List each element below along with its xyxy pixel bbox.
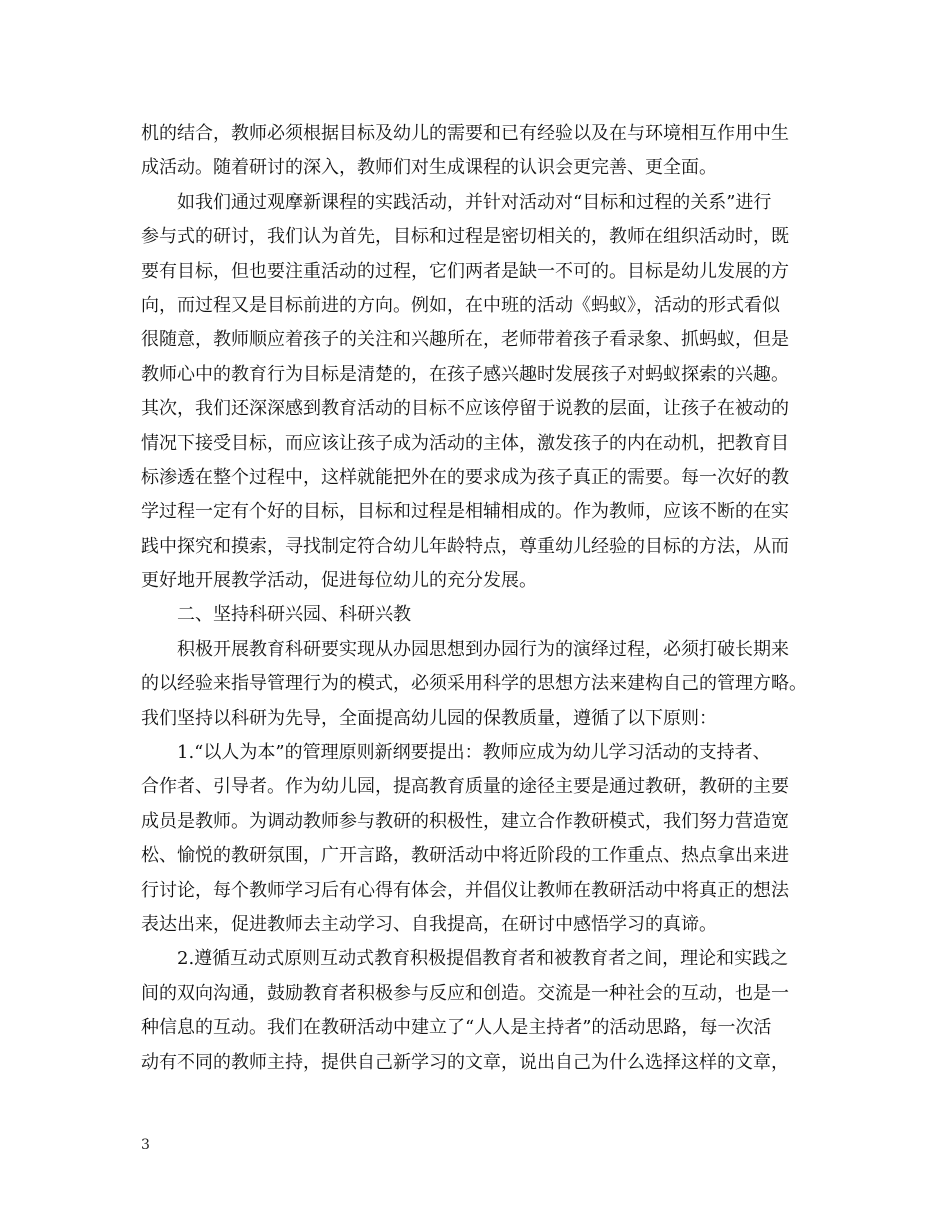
text-line: 标渗透在整个过程中，这样就能把外在的要求成为孩子真正的需要。每一次好的教 xyxy=(141,466,789,488)
paragraph-goal-process xyxy=(141,186,816,599)
text-line: 表达出来，促进教师去主动学习、自我提高，在研讨中感悟学习的真谛。 xyxy=(141,913,717,935)
text-line: 其次，我们还深深感到教育活动的目标不应该停留于说教的层面，让孩子在被动的 xyxy=(141,398,789,420)
paragraph-principle-1 xyxy=(141,736,816,942)
body-text xyxy=(141,117,816,1080)
page-number: 3 xyxy=(141,1137,150,1153)
text-line: 成活动。随着研讨的深入，教师们对生成课程的认识会更完善、更全面。 xyxy=(141,157,717,179)
text-line: 合作者、引导者。作为幼儿园，提高教育质量的途径主要是通过教研，教研的主要 xyxy=(141,776,789,798)
text-line: 行讨论，每个教师学习后有心得有体会，并倡仪让教师在教研活动中将真正的想法 xyxy=(141,879,789,901)
text-line: 情况下接受目标，而应该让孩子成为活动的主体，激发孩子的内在动机，把教育目 xyxy=(141,432,789,454)
text-line: 的以经验来指导管理行为的模式，必须采用科学的思想方法来建构自己的管理方略。 xyxy=(141,673,807,695)
text-line: 很随意，教师顺应着孩子的关注和兴趣所在，老师带着孩子看录象、抓蚂蚁，但是 xyxy=(141,329,789,351)
text-line: 如我们通过观摩新课程的实践活动，并针对活动对“目标和过程的关系”进行 xyxy=(177,191,772,213)
paragraph-continuation xyxy=(141,117,816,186)
text-line: 向，而过程又是目标前进的方向。例如，在中班的活动《蚂蚁》，活动的形式看似 xyxy=(141,294,780,316)
text-line: 参与式的研讨，我们认为首先，目标和过程是密切相关的，教师在组织活动时，既 xyxy=(141,226,789,248)
text-line: 我们坚持以科研为先导，全面提高幼儿园的保教质量，遵循了以下原则： xyxy=(141,707,717,729)
text-line: 松、愉悦的教研氛围，广开言路，教研活动中将近阶段的工作重点、热点拿出来进 xyxy=(141,845,789,867)
paragraph-principle-2 xyxy=(141,942,816,1080)
text-line: 要有目标，但也要注重活动的过程，它们两者是缺一不可的。目标是幼儿发展的方 xyxy=(141,260,789,282)
text-line: 动有不同的教师主持，提供自己新学习的文章，说出自己为什么选择这样的文章， xyxy=(141,1051,789,1073)
text-line: 践中探究和摸索，寻找制定符合幼儿年龄特点，尊重幼儿经验的目标的方法，从而 xyxy=(141,535,789,557)
text-line: 教师心中的教育行为目标是清楚的，在孩子感兴趣时发展孩子对蚂蚁探索的兴趣。 xyxy=(141,363,789,385)
text-line: 2.遵循互动式原则互动式教育积极提倡教育者和被教育者之间，理论和实践之 xyxy=(177,948,789,970)
text-line: 更好地开展教学活动，促进每位幼儿的充分发展。 xyxy=(141,570,537,592)
text-line: 机的结合，教师必须根据目标及幼儿的需要和已有经验以及在与环境相互作用中生 xyxy=(141,123,789,144)
text-line: 成员是教师。为调动教师参与教研的积极性，建立合作教研模式，我们努力营造宽 xyxy=(141,810,789,832)
section-heading xyxy=(141,598,816,632)
text-line: 间的双向沟通，鼓励教育者积极参与反应和创造。交流是一种社会的互动，也是一 xyxy=(141,982,789,1004)
text-line: 1.“以人为本”的管理原则新纲要提出：教师应成为幼儿学习活动的支持者、 xyxy=(177,742,771,764)
text-line: 积极开展教育科研要实现从办园思想到办园行为的演绎过程，必须打破长期来 xyxy=(177,638,789,660)
text-line: 种信息的互动。我们在教研活动中建立了“人人是主持者”的活动思路，每一次活 xyxy=(141,1017,772,1039)
text-line: 学过程一定有个好的目标，目标和过程是相辅相成的。作为教师，应该不断的在实 xyxy=(141,501,789,523)
heading-line: 二、坚持科研兴园、科研兴教 xyxy=(177,604,411,626)
paragraph-research xyxy=(141,633,816,736)
